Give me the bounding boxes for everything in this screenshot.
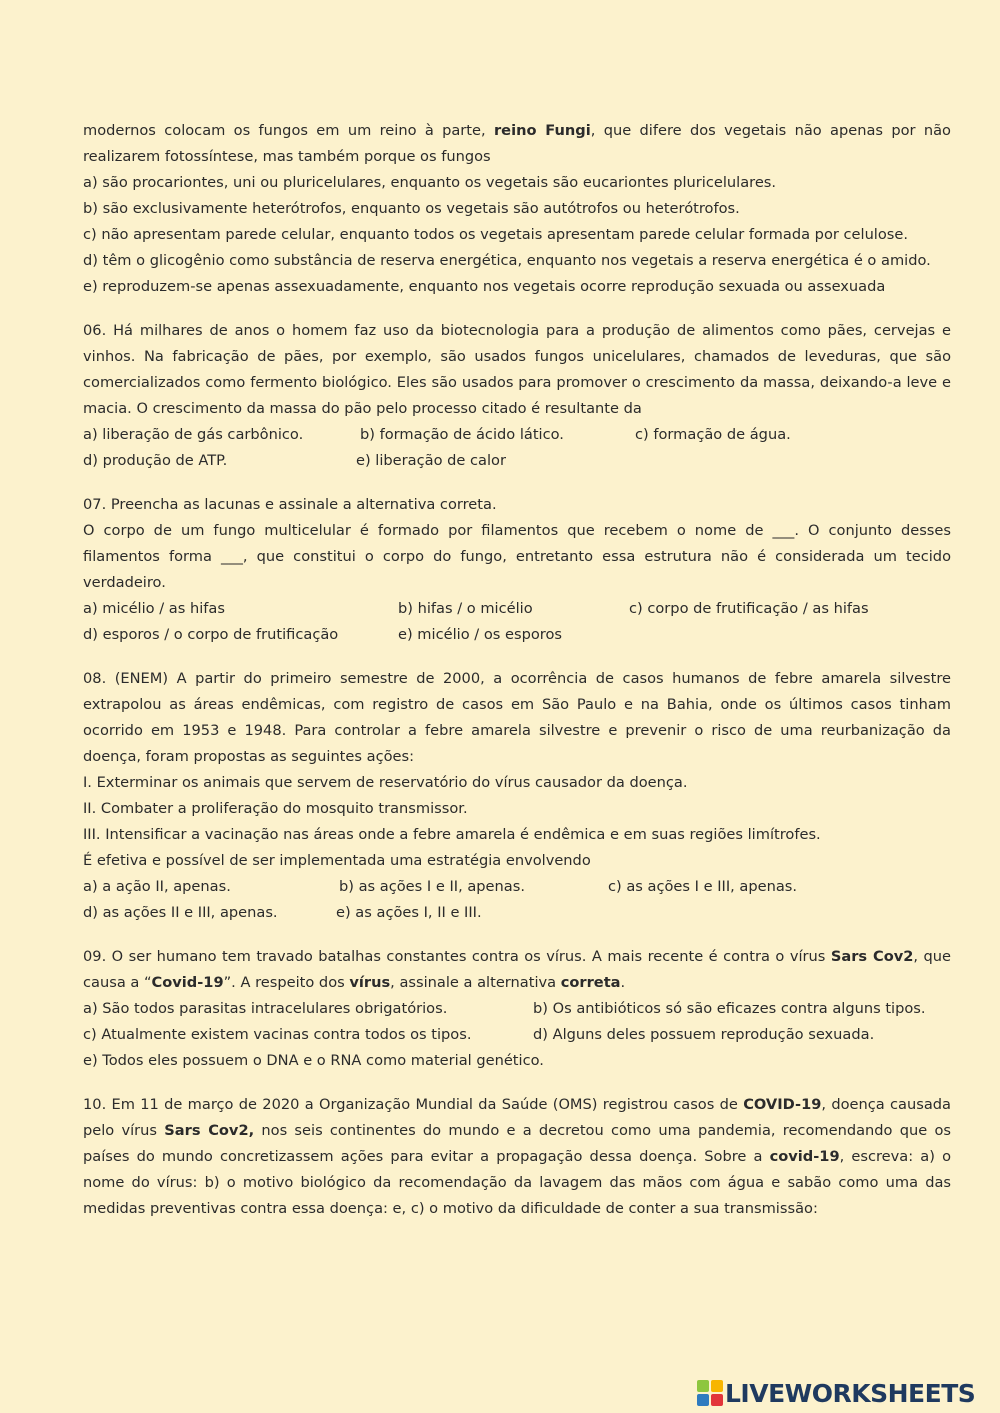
q09-stem: 09. O ser humano tem travado batalhas constantes contra os vírus. A mais recente é contra o vírus Sars Cov2, que causa a “Covid-19”. A respeito dos vírus, assinale a alternativa correta. — [83, 948, 951, 991]
liveworksheets-logo-icon — [697, 1380, 723, 1406]
q10-stem: 10. Em 11 de março de 2020 a Organização Mundial da Saúde (OMS) registrou casos de COVID-19, doença causada pelo vírus Sars Cov2, nos seis continentes do mundo e a decretou como uma pandemia, recomendando que os países do mundo concretizassem ações para evitar a propagação dessa doença. Sobre a covid-19, escreva: a) o nome do vírus: b) o motivo biológico da recomendação da lavagem das mãos com água e sabão como uma das medidas preventivas contra essa doença: e, c) o motivo da dificuldade de conter a sua transmissão: — [83, 1096, 952, 1217]
q07-title: 07. Preencha as lacunas e assinale a alternativa correta. — [83, 496, 497, 513]
q08-options-row1 — [83, 874, 951, 900]
q08-stem: 08. (ENEM) A partir do primeiro semestre de 2000, a ocorrência de casos humanos de febre amarela silvestre extrapolou as áreas endêmicas, com registro de casos em São Paulo e na Bahia, onde os últimos casos tinham ocorrido em 1953 e 1948. Para controlar a febre amarela silvestre e prevenir o risco de uma reurbanização da doença, foram propostas as seguintes ações: — [83, 670, 951, 765]
q08-option-d[interactable]: d) as ações II e III, apenas. — [83, 904, 278, 921]
q08-option-a[interactable]: a) a ação II, apenas. — [83, 878, 231, 895]
q05-option-d[interactable]: d) têm o glicogênio como substância de reserva energética, enquanto nos vegetais a reserva energética é o amido. — [83, 252, 931, 269]
q09-option-c[interactable]: c) Atualmente existem vacinas contra todos os tipos. — [83, 1026, 472, 1043]
q09-option-e[interactable]: e) Todos eles possuem o DNA e o RNA como material genético. — [83, 1052, 544, 1069]
q05-stem: modernos colocam os fungos em um reino à parte, reino Fungi, que difere dos vegetais não apenas por não realizarem fotossíntese, mas também porque os fungos — [83, 122, 951, 165]
q06-options-row1 — [83, 422, 951, 448]
q07-options-row1 — [83, 596, 951, 622]
q06-option-e[interactable]: e) liberação de calor — [356, 452, 506, 469]
q07-option-d[interactable]: d) esporos / o corpo de frutificação — [83, 626, 339, 643]
q06-option-a[interactable]: a) liberação de gás carbônico. — [83, 426, 304, 443]
q09-options-row1 — [83, 996, 951, 1022]
q08-action-1: I. Exterminar os animais que servem de reservatório do vírus causador da doença. — [83, 774, 688, 791]
q09-options-row2 — [83, 1022, 951, 1048]
q08-option-e[interactable]: e) as ações I, II e III. — [336, 904, 482, 921]
q08-action-3: III. Intensificar a vacinação nas áreas onde a febre amarela é endêmica e em suas regiões limítrofes. — [83, 826, 821, 843]
q06-option-d[interactable]: d) produção de ATP. — [83, 452, 228, 469]
q07-option-a[interactable]: a) micélio / as hifas — [83, 600, 225, 617]
q09-option-d[interactable]: d) Alguns deles possuem reprodução sexuada. — [533, 1026, 875, 1043]
q08-option-c[interactable]: c) as ações I e III, apenas. — [608, 878, 798, 895]
q05-option-e[interactable]: e) reproduzem-se apenas assexuadamente, enquanto nos vegetais ocorre reprodução sexuada ou assexuada — [83, 278, 886, 295]
q05-option-a[interactable]: a) são procariontes, uni ou pluricelulares, enquanto os vegetais são eucariontes pluricelulares. — [83, 174, 777, 191]
q07-option-c[interactable]: c) corpo de frutificação / as hifas — [629, 600, 869, 617]
q08-option-b[interactable]: b) as ações I e II, apenas. — [339, 878, 525, 895]
q05-option-c[interactable]: c) não apresentam parede celular, enquanto todos os vegetais apresentam parede celular formada por celulose. — [83, 226, 909, 243]
q06-option-c[interactable]: c) formação de água. — [635, 426, 791, 443]
q08-action-2: II. Combater a proliferação do mosquito transmissor. — [83, 800, 468, 817]
q05-option-b[interactable]: b) são exclusivamente heterótrofos, enquanto os vegetais são autótrofos ou heterótrofos. — [83, 200, 740, 217]
q07-options-row2 — [83, 622, 951, 648]
q09-option-a[interactable]: a) São todos parasitas intracelulares obrigatórios. — [83, 1000, 448, 1017]
q08-question: É efetiva e possível de ser implementada uma estratégia envolvendo — [83, 852, 591, 869]
q07-stem: O corpo de um fungo multicelular é formado por filamentos que recebem o nome de ___. O conjunto desses filamentos forma ___, que constitui o corpo do fungo, entretanto essa estrutura não é considerada um tecido verdadeiro. — [83, 522, 951, 591]
worksheet-page — [83, 118, 951, 1222]
liveworksheets-logo[interactable] — [697, 1378, 975, 1408]
q09-option-b[interactable]: b) Os antibióticos só são eficazes contra alguns tipos. — [533, 1000, 926, 1017]
liveworksheets-logo-text: LIVEWORKSHEETS — [725, 1378, 976, 1408]
q06-stem: 06. Há milhares de anos o homem faz uso da biotecnologia para a produção de alimentos como pães, cervejas e vinhos. Na fabricação de pães, por exemplo, são usados fungos unicelulares, chamados de leveduras, que são comercializados como fermento biológico. Eles são usados para promover o crescimento da massa, deixando-a leve e macia. O crescimento da massa do pão pelo processo citado é resultante da — [83, 322, 951, 417]
q07-option-b[interactable]: b) hifas / o micélio — [398, 600, 533, 617]
q06-option-b[interactable]: b) formação de ácido lático. — [360, 426, 564, 443]
q08-options-row2 — [83, 900, 951, 926]
q07-option-e[interactable]: e) micélio / os esporos — [398, 626, 562, 643]
q06-options-row2 — [83, 448, 951, 474]
